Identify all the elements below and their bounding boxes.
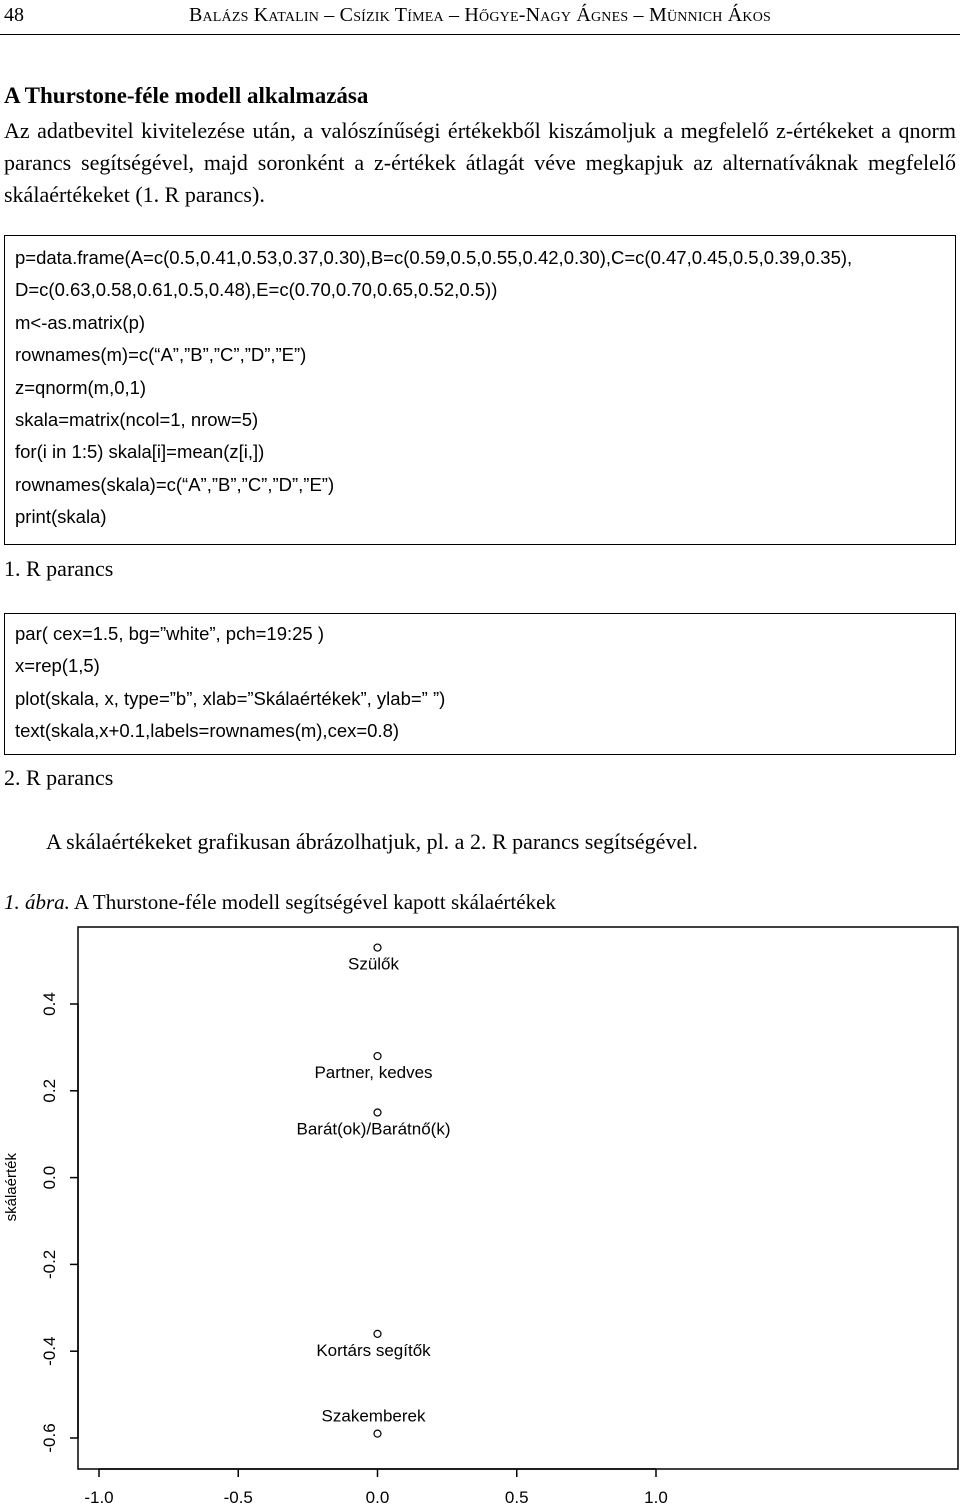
data-point [374, 944, 381, 951]
data-points [297, 944, 451, 1437]
data-point [374, 1330, 381, 1337]
y-tick-label: 0.2 [40, 1078, 59, 1103]
code-line: z=qnorm(m,0,1) [15, 376, 147, 398]
page-header [0, 0, 960, 35]
y-axis-label: skálaérték [3, 1153, 20, 1222]
code-line: rownames(skala)=c(“A”,”B”,”C”,”D”,”E”) [15, 473, 335, 495]
point-label: Barát(ok)/Barátnő(k) [296, 1119, 451, 1139]
y-axis [40, 992, 78, 1452]
point-label: Szülők [347, 954, 400, 974]
code-line: rownames(m)=c(“A”,”B”,”C”,”D”,”E”) [15, 344, 307, 366]
plot-frame [78, 927, 958, 1469]
x-tick-label: -1.0 [84, 1488, 114, 1507]
figure-caption-text: A Thurstone-féle modell segítségével kapott skálaértékek [74, 890, 556, 914]
page-number: 48 [4, 4, 24, 26]
point-label: Partner, kedves [314, 1063, 433, 1083]
x-tick-label: 0.5 [504, 1488, 529, 1507]
y-tick-label: 0.0 [40, 1165, 59, 1190]
code-line: p=data.frame(A=c(0.5,0.41,0.53,0.37,0.30),B=c(0.59,0.5,0.55,0.42,0.30),C=c(0.47,0.45,0.5,0.39,0.35), [15, 247, 853, 268]
data-point [374, 1430, 381, 1437]
code-line: print(skala) [15, 506, 107, 528]
y-tick-label: -0.4 [40, 1336, 59, 1366]
section-title: A Thurstone-féle modell alkalmazása [4, 83, 369, 108]
y-tick-label: -0.6 [40, 1423, 59, 1453]
y-tick-label: 0.4 [40, 992, 59, 1016]
x-tick-label: 1.0 [644, 1488, 668, 1507]
data-point [374, 1053, 381, 1060]
code-box-2 [4, 613, 956, 755]
code-line: D=c(0.63,0.58,0.61,0.5,0.48),E=c(0.70,0.70,0.65,0.52,0.5)) [15, 279, 498, 301]
body-paragraph: Az adatbevitel kivitelezése után, a valószínűségi értékekből kiszámoljuk a megfelelő z-értékeket a qnorm parancs segítségével, majd soronként a z-értékek átlagát véve megkapjuk az alternatíváknak megfelelő skálaértékeket (1. R parancs). [4, 118, 956, 207]
code-line: x=rep(1,5) [15, 655, 100, 677]
x-axis [84, 1469, 667, 1507]
data-point [374, 1109, 381, 1116]
code-line: m<-as.matrix(p) [15, 311, 146, 333]
code-line: plot(skala, x, type=”b”, xlab=”Skálaértékek”, ylab=” ”) [15, 687, 446, 709]
y-tick-label: -0.2 [40, 1249, 59, 1280]
code-line: skala=matrix(ncol=1, nrow=5) [15, 409, 259, 431]
point-label: Kortárs segítők [316, 1340, 431, 1360]
figure-caption [4, 890, 556, 915]
code-caption-1: 1. R parancs [4, 556, 114, 581]
figure-label: 1. ábra. [4, 890, 70, 914]
code-line: par( cex=1.5, bg=”white”, pch=19:25 ) [15, 623, 325, 644]
code-caption-2: 2. R parancs [4, 765, 114, 790]
code-box-1 [4, 235, 956, 545]
x-tick-label: -0.5 [223, 1488, 253, 1507]
running-head: Balázs Katalin – Csízik Tímea – Hőgye-Nagy Ágnes – Münnich Ákos [188, 4, 772, 26]
code-line: text(skala,x+0.1,labels=rownames(m),cex=0.8) [15, 720, 400, 742]
code-line: for(i in 1:5) skala[i]=mean(z[i,]) [15, 441, 265, 463]
scale-values-chart [0, 917, 960, 1507]
plot-intro-text: A skálaértékeket grafikusan ábrázolhatjuk, pl. a 2. R parancs segítségével. [46, 829, 698, 854]
point-label: Szakemberek [321, 1406, 426, 1426]
x-tick-label: 0.0 [365, 1488, 390, 1507]
